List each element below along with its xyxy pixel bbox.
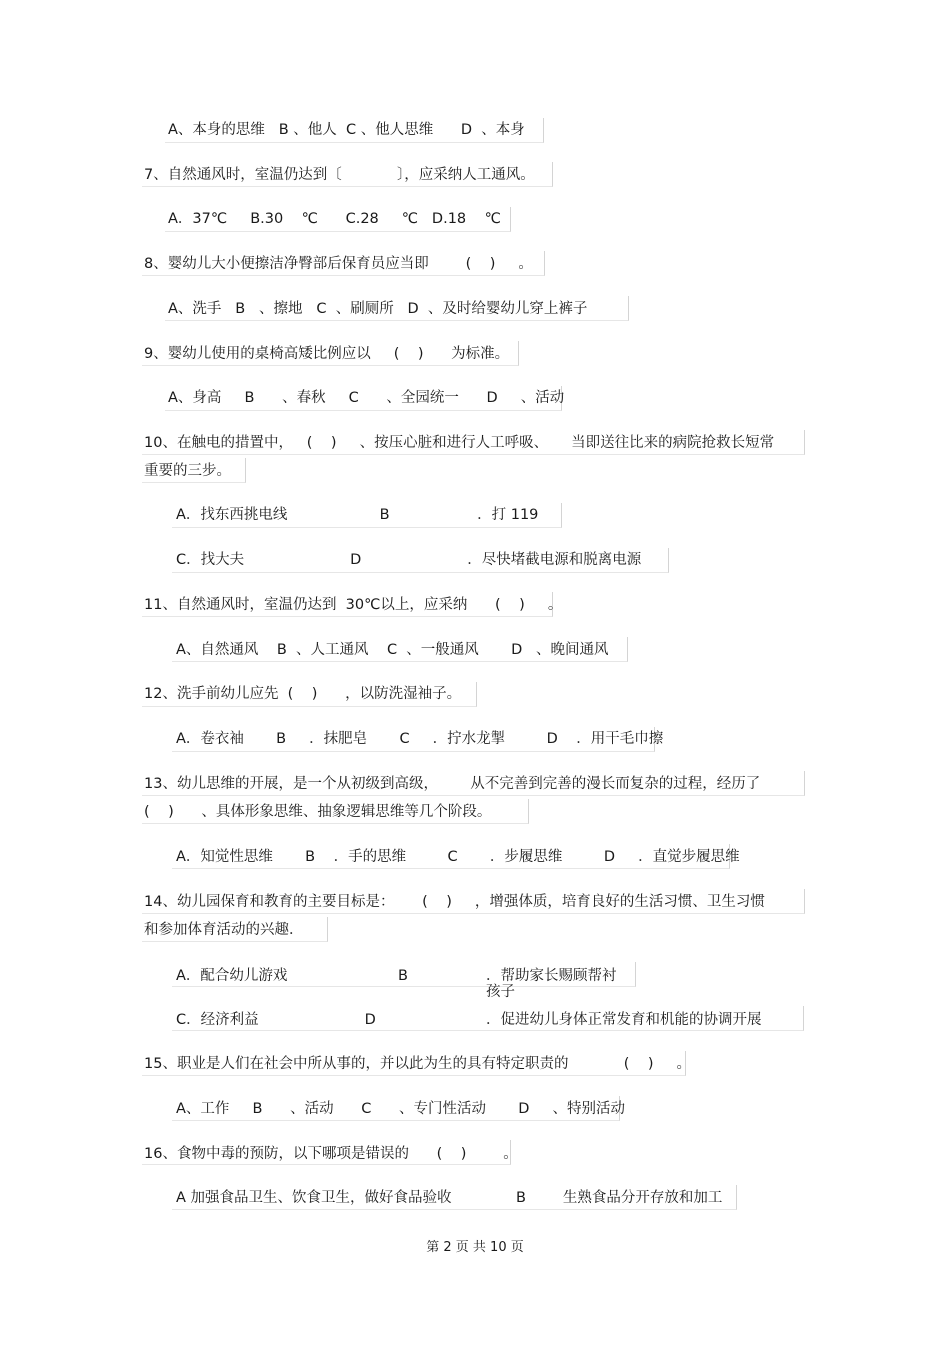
q14-option-ab: A．配合幼儿游戏 B [176, 968, 408, 984]
q9-options: A、身高 B 、春秋 C 、全园统一 D 、活动 [168, 390, 565, 406]
q8-question: 8、婴幼儿大小便擦洁净臀部后保育员应当即 ( ) 。 [144, 256, 533, 272]
q14-question-line2: 和参加体育活动的兴趣． [144, 922, 304, 938]
q12-options: A．卷衣袖 B ．抹肥皂 C ．拧水龙掣 D ．用干毛巾擦 [176, 731, 664, 747]
q7-question: 7、自然通风时，室温仍达到〔 〕，应采纳人工通风。 [144, 167, 535, 183]
q14-option-b-text: ．帮助家长赐顾帮衬 [486, 968, 617, 984]
q16-question: 16、食物中毒的预防，以下哪项是错误的 ( ) 。 [144, 1146, 518, 1162]
q12-question: 12、洗手前幼儿应先 ( ) ，以防洗湿袖子。 [144, 686, 462, 702]
q10-options-cd: C．找大夫 D ．尽快堵截电源和脱离电源 [176, 552, 642, 568]
q11-question: 11、自然通风时，室温仍达到 30℃以上，应采纳 ( ) 。 [144, 597, 563, 613]
q9-question: 9、婴幼儿使用的桌椅高矮比例应以 ( ) 为标准。 [144, 346, 510, 362]
q10-question-line1: 10、在触电的措置中， ( ) 、按压心脏和进行人工呼吸、 当即送往比来的病院抢救长短常 [144, 435, 775, 451]
q10-question-line2: 重要的三步。 [144, 463, 231, 479]
q14-option-d-text: ．促进幼儿身体正常发育和机能的协调开展 [486, 1012, 762, 1028]
q15-question: 15、职业是人们在社会中所从事的，并以此为生的具有特定职责的 ( ) 。 [144, 1056, 692, 1072]
q14-question-line1: 14、幼儿园保育和教育的主要目标是： ( ) ，增强体质，培育良好的生活习惯、卫生习惯 [144, 894, 765, 910]
q14-option-cd: C．经济利益 D [176, 1012, 376, 1028]
q13-options: A．知觉性思维 B ．手的思维 C ．步履思维 D ．直觉步履思维 [176, 849, 740, 865]
q10-options-ab: A．找东西挑电线 B ．打 119 [176, 507, 539, 523]
page-footer: 第 2 页 共 10 页 [426, 1240, 524, 1255]
q7-options: A．37℃ B.30 ℃ C.28 ℃ D.18 ℃ [168, 211, 501, 227]
q14-option-b-text-cont: 孩子 [486, 984, 515, 1000]
q13-question-line2: ( ) 、具体形象思维、抽象逻辑思维等几个阶段。 [144, 804, 492, 820]
q11-options: A、自然通风 B 、人工通风 C 、一般通风 D 、晚间通风 [176, 642, 609, 658]
q13-question-line1: 13、幼儿思维的开展，是一个从初级到高级， 从不完善到完善的漫长而复杂的过程，经历了 [144, 776, 761, 792]
q16-options: A 加强食品卫生、饮食卫生，做好食品验收 B 生熟食品分开存放和加工 [176, 1190, 723, 1206]
q15-options: A、工作 B 、活动 C 、专门性活动 D 、特别活动 [176, 1101, 625, 1117]
q8-options: A、洗手 B 、擦地 C 、刷厕所 D 、及时给婴幼儿穿上裤子 [168, 301, 588, 317]
q6-options: A、本身的思维 B 、他人 C 、他人思维 D 、本身 [168, 122, 525, 138]
